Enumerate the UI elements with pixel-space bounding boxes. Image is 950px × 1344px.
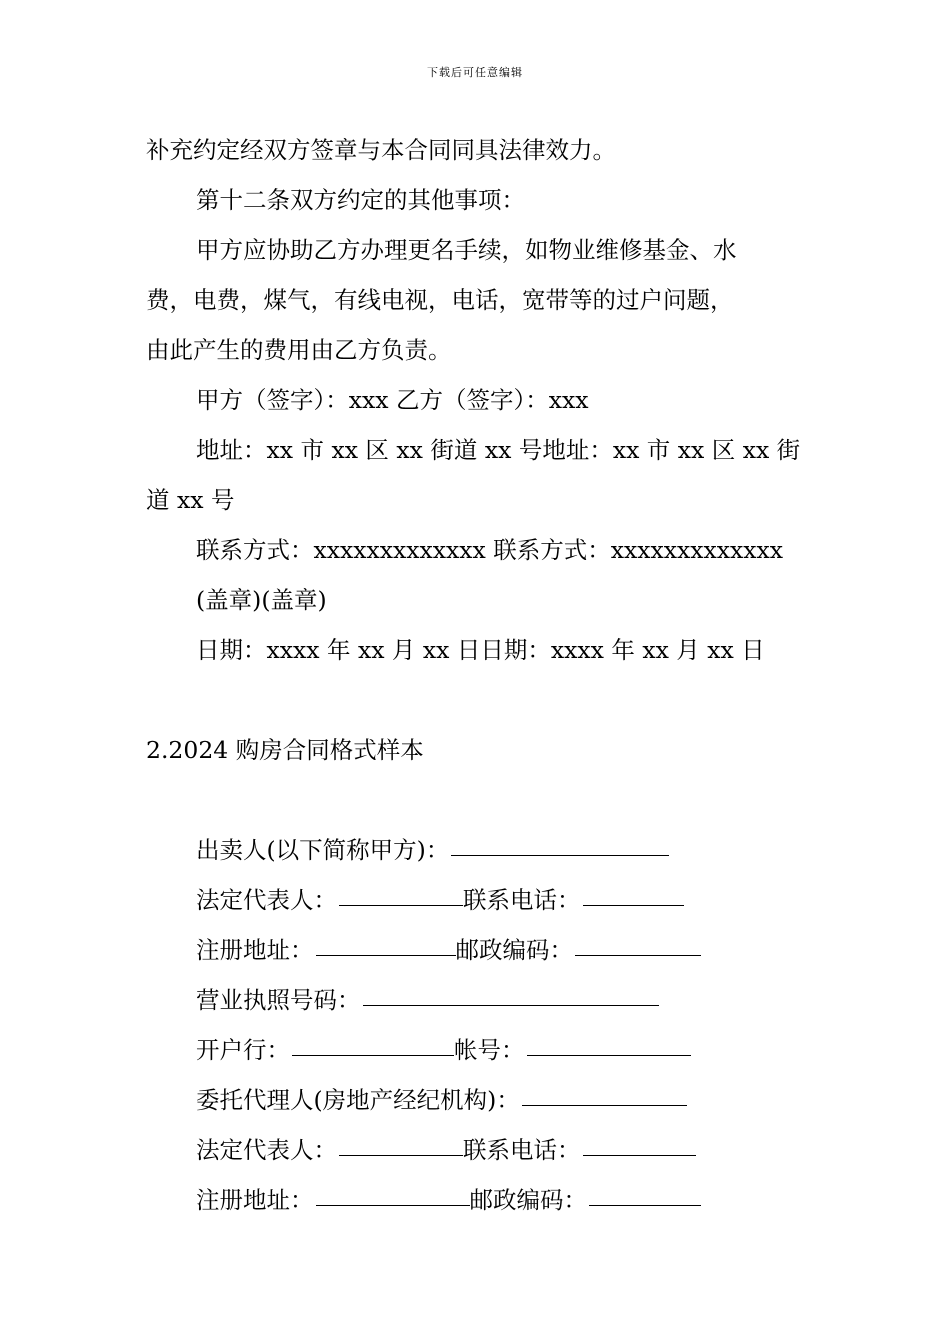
- license-field: [146, 975, 810, 1025]
- seller-label: 出卖人(以下简称甲方)：: [196, 836, 450, 864]
- seller-field: [146, 825, 810, 875]
- seller-blank[interactable]: [451, 827, 669, 856]
- contact-line: 联系方式：xxxxxxxxxxxxx 联系方式：xxxxxxxxxxxxx: [196, 536, 784, 564]
- section-2-title: 2.2024 购房合同格式样本: [146, 736, 424, 764]
- spacer: [146, 775, 810, 825]
- license-label: 营业执照号码：: [196, 986, 361, 1014]
- license-blank[interactable]: [363, 977, 659, 1006]
- account-label: 帐号：: [454, 1036, 525, 1064]
- postcode-2-blank[interactable]: [589, 1177, 701, 1206]
- agent-label: 委托代理人(房地产经纪机构)：: [196, 1086, 520, 1114]
- date-line: 日期：xxxx 年 xx 月 xx 日日期：xxxx 年 xx 月 xx 日: [196, 636, 765, 664]
- reg-address-field: [146, 925, 810, 975]
- article-12-para-line-1: 甲方应协助乙方办理更名手续，如物业维修基金、水: [196, 236, 737, 264]
- phone-2-blank[interactable]: [583, 1127, 696, 1156]
- bank-blank[interactable]: [292, 1027, 454, 1056]
- address-line-1: 地址：xx 市 xx 区 xx 街道 xx 号地址：xx 市 xx 区 xx 街: [196, 436, 801, 464]
- reg-address-2-blank[interactable]: [316, 1177, 470, 1206]
- supplement-clause: 补充约定经双方签章与本合同同具法律效力。: [146, 136, 616, 164]
- bank-label: 开户行：: [196, 1036, 290, 1064]
- phone-blank[interactable]: [583, 877, 684, 906]
- document-body: [146, 125, 810, 1225]
- agent-blank[interactable]: [522, 1077, 687, 1106]
- article-12-para-line-3: 由此产生的费用由乙方负责。: [146, 336, 452, 364]
- page-header: 下载后可任意编辑: [427, 66, 523, 79]
- legal-rep-label: 法定代表人：: [196, 886, 337, 914]
- bank-field: [146, 1025, 810, 1075]
- legal-rep-2-field: [146, 1125, 810, 1175]
- postcode-blank[interactable]: [575, 927, 701, 956]
- article-12-para-line-2: 费，电费，煤气，有线电视，电话，宽带等的过户问题，: [146, 286, 734, 314]
- legal-rep-blank[interactable]: [339, 877, 463, 906]
- seal-line: (盖章)(盖章): [196, 586, 327, 614]
- reg-address-label: 注册地址：: [196, 936, 314, 964]
- reg-address-2-field: [146, 1175, 810, 1225]
- article-12-title: 第十二条双方约定的其他事项：: [196, 186, 525, 214]
- postcode-label: 邮政编码：: [455, 936, 573, 964]
- legal-rep-2-label: 法定代表人：: [196, 1136, 337, 1164]
- agent-field: [146, 1075, 810, 1125]
- phone-label: 联系电话：: [463, 886, 581, 914]
- account-blank[interactable]: [527, 1027, 691, 1056]
- reg-address-blank[interactable]: [316, 927, 456, 956]
- legal-rep-field: [146, 875, 810, 925]
- phone-2-label: 联系电话：: [463, 1136, 581, 1164]
- spacer: [146, 675, 810, 725]
- signature-line: 甲方（签字）：xxx 乙方（签字）：xxx: [196, 386, 589, 414]
- address-line-2: 道 xx 号: [146, 486, 235, 514]
- reg-address-2-label: 注册地址：: [196, 1186, 314, 1214]
- postcode-2-label: 邮政编码：: [469, 1186, 587, 1214]
- legal-rep-2-blank[interactable]: [339, 1127, 463, 1156]
